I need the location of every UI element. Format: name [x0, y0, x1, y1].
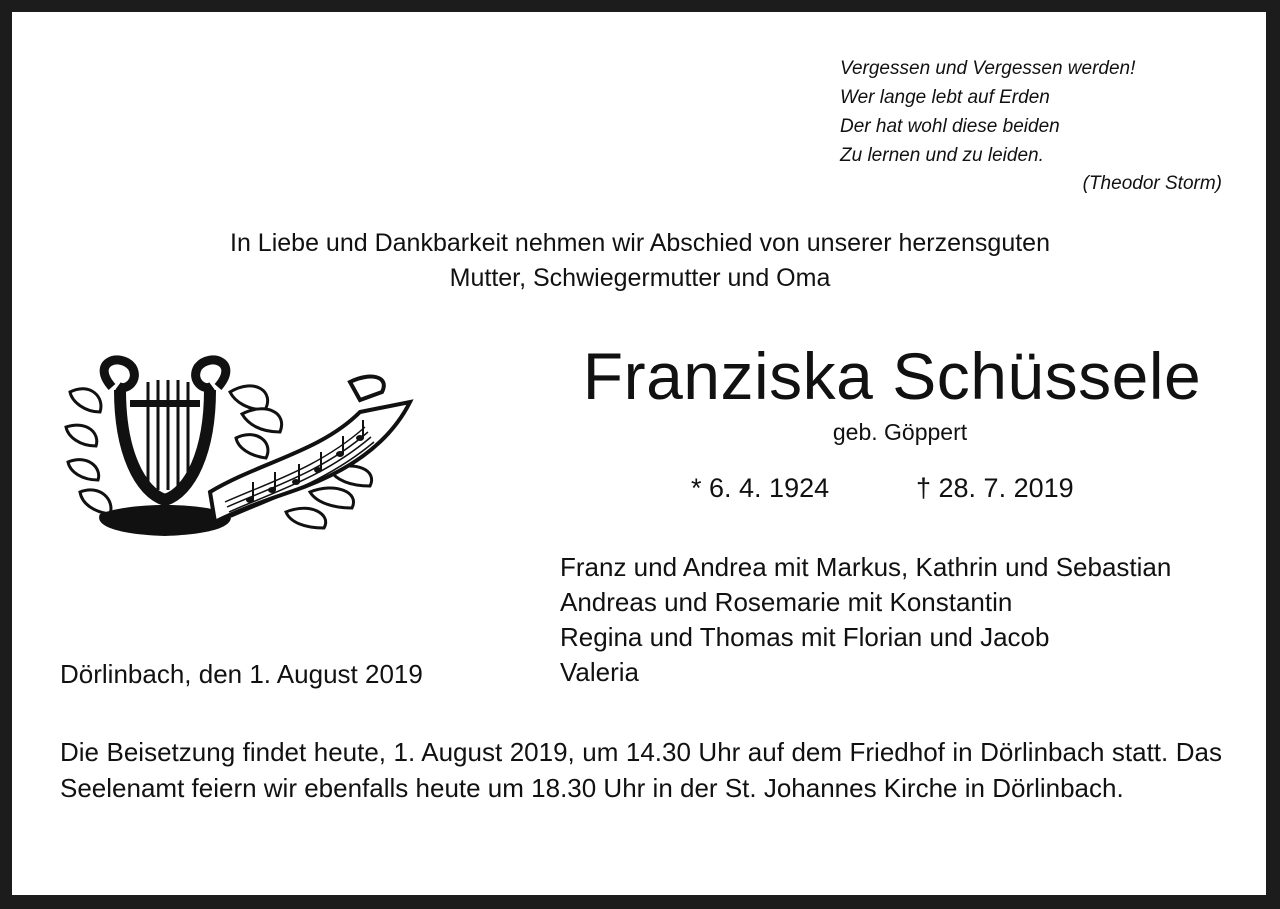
- poem-line: Der hat wohl diese beiden: [840, 116, 1060, 137]
- intro-line-1: In Liebe und Dankbarkeit nehmen wir Abschied von unserer herzensguten: [230, 229, 1050, 257]
- poem-line: Wer lange lebt auf Erden: [840, 87, 1050, 108]
- deceased-name: Franziska Schüssele: [582, 339, 1202, 413]
- farewell-intro: [12, 226, 1268, 296]
- lyre-with-laurel-and-sheet-music-icon: [60, 342, 420, 562]
- poem-quote: [840, 54, 1240, 198]
- intro-line-2: Mutter, Schwiegermutter und Oma: [449, 264, 831, 292]
- mourner-line: Valeria: [560, 657, 640, 687]
- death-date: † 28. 7. 2019: [916, 473, 1074, 503]
- mourner-line: Franz und Andrea mit Markus, Kathrin und Sebastian: [560, 552, 1172, 582]
- obituary-card: [12, 12, 1266, 895]
- poem-line: Vergessen und Vergessen werden!: [840, 58, 1136, 79]
- maiden-name: geb. Göppert: [832, 419, 968, 445]
- poem-line: Zu lernen und zu leiden.: [840, 145, 1044, 166]
- place-and-date: Dörlinbach, den 1. August 2019: [60, 659, 423, 689]
- mourners-list: [560, 550, 1171, 690]
- birth-date: * 6. 4. 1924: [691, 473, 830, 503]
- funeral-details: Die Beisetzung findet heute, 1. August 2019, um 14.30 Uhr auf dem Friedhof in Dörlinbach statt. Das Seelenamt feiern wir ebenfalls heute um 18.30 Uhr in der St. Johannes Kirche in Dörlinbach.: [60, 737, 1222, 803]
- poem-author: (Theodor Storm): [1082, 173, 1222, 194]
- mourner-line: Regina und Thomas mit Florian und Jacob: [560, 622, 1050, 652]
- mourner-line: Andreas und Rosemarie mit Konstantin: [560, 587, 1013, 617]
